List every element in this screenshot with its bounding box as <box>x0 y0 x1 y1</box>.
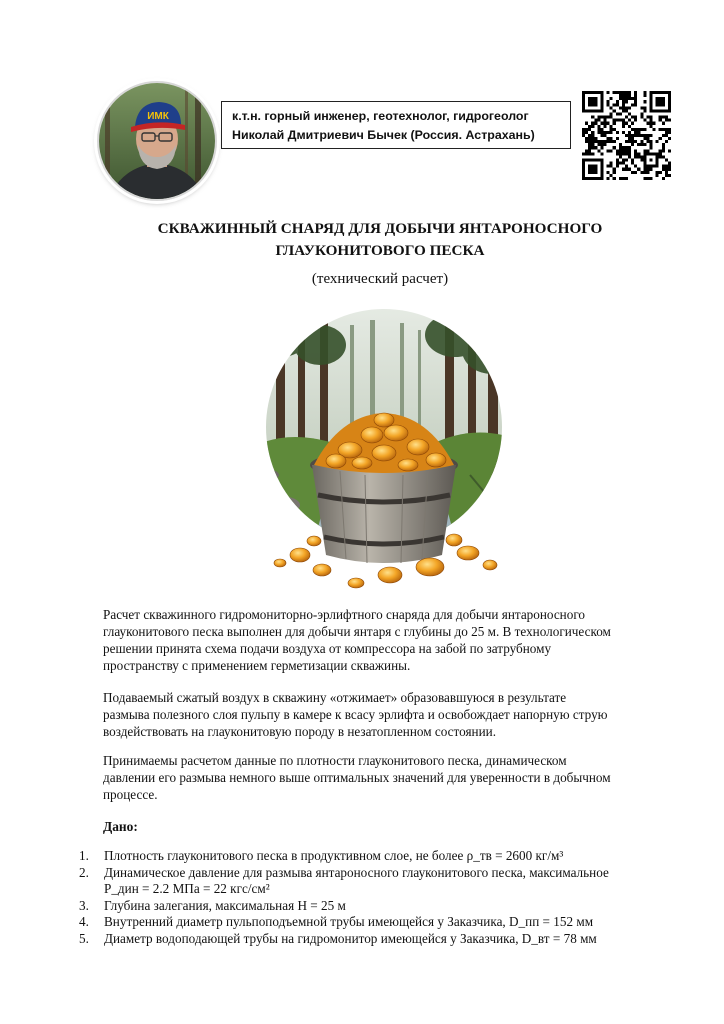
list-item <box>75 898 705 915</box>
list-item <box>75 848 705 865</box>
list-item-number: 4. <box>79 914 89 929</box>
list-item-text: P_дин = 2.2 МПа = 22 кгс/см² <box>104 881 270 896</box>
list-item-text: Диаметр водоподающей трубы на гидромонитор имеющейся у Заказчика, D_вт = 78 мм <box>104 930 597 946</box>
author-avatar <box>97 81 217 201</box>
paragraph-3 <box>103 752 703 803</box>
amber-bucket-illustration <box>240 305 530 595</box>
paragraph-1 <box>103 606 703 674</box>
paragraph-line: воздействовать на глауконитовую породу в незатопленном состоянии. <box>103 724 496 739</box>
paragraph-line: размыва полезного слоя пульпу в камере к всасу эрлифта и освобождает напорную струю <box>103 707 608 722</box>
list-item-number: 3. <box>79 897 89 913</box>
list-item-number: 2. <box>79 864 89 880</box>
paragraph-line: решении принята схема подачи воздуха от компрессора на забой по затрубному <box>103 641 552 656</box>
author-name: Николай Дмитриевич Бычек (Россия. Астрахань) <box>232 128 535 142</box>
qr-code-image <box>582 91 671 180</box>
author-info-box <box>221 101 571 149</box>
list-item-text: Динамическое давление для размыва янтароносного глауконитового песка, максимальное <box>104 864 609 880</box>
illustration-image <box>240 305 530 595</box>
list-item-text: Плотность глауконитового песка в продуктивном слое, не более ρ_тв = 2600 кг/м³ <box>104 848 564 863</box>
title-line-2: ГЛАУКОНИТОВОГО ПЕСКА <box>275 242 485 259</box>
list-item-text: Глубина залегания, максимальная H = 25 м <box>104 897 346 913</box>
paragraph-line: давлении его размыва немного выше оптимальных значений для уверенности в добычном <box>103 770 611 785</box>
paragraph-line: процессе. <box>103 787 158 802</box>
paragraph-line: Принимаемы расчетом данные по плотности глауконитового песка, динамическом <box>103 753 567 768</box>
paragraph-2 <box>103 689 703 740</box>
list-item-number: 5. <box>79 930 89 946</box>
paragraph-line: Расчет скважинного гидромониторно-эрлифтного снаряда для добычи янтароносного <box>103 607 586 622</box>
title-line-1: СКВАЖИННЫЙ СНАРЯД ДЛЯ ДОБЫЧИ ЯНТАРОНОСНОГО <box>157 220 603 237</box>
paragraph-line: пространству с применением герметизации скважины. <box>103 658 411 673</box>
given-heading: Дано: <box>103 819 138 834</box>
paragraph-line: Подаваемый сжатый воздух в скважину «отжимает» образовавшуюся в результате <box>103 690 567 705</box>
list-item <box>75 914 705 931</box>
list-item <box>75 931 705 948</box>
qr-code[interactable] <box>582 91 671 180</box>
list-item-text: Внутренний диаметр пульпоподъемной трубы имеющейся у Заказчика, D_пп = 152 мм <box>104 914 594 929</box>
cap-logo-text: ИМК <box>147 111 169 122</box>
paragraph-line: глауконитового песка выполнен для добычи янтаря с глубины до 25 м. В технологическом <box>103 624 611 639</box>
document-title <box>60 218 700 262</box>
list-item <box>75 865 705 898</box>
given-list <box>75 848 705 947</box>
document-subtitle: (технический расчет) <box>311 271 449 287</box>
author-credentials: к.т.н. горный инженер, геотехнолог, гидрогеолог <box>232 109 529 123</box>
list-item-number: 1. <box>79 848 89 863</box>
author-photo <box>99 83 215 199</box>
